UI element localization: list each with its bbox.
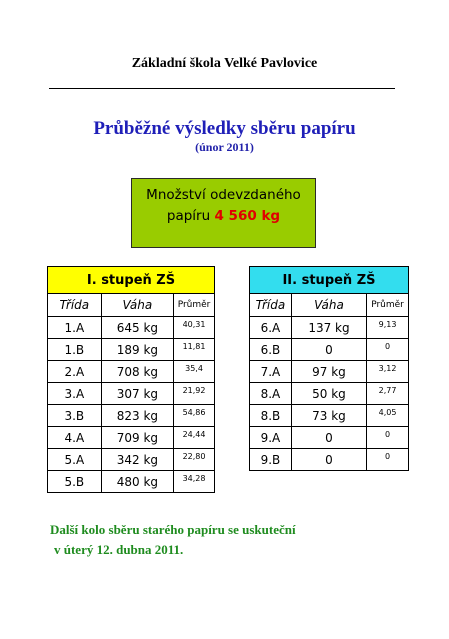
class-cell: 6.B	[250, 339, 292, 361]
average-cell: 2,77	[367, 383, 409, 405]
table-row	[250, 383, 409, 405]
page-title: Průběžné výsledky sběru papíru	[93, 118, 356, 139]
weight-cell: 189 kg	[101, 339, 173, 361]
school-name: Základní škola Velké Pavlovice	[131, 56, 318, 71]
total-amount-box	[131, 178, 316, 248]
weight-cell: 137 kg	[291, 317, 366, 339]
average-cell: 0	[367, 449, 409, 471]
notice-line1: Další kolo sběru starého papíru se uskuteční	[50, 522, 296, 537]
weight-cell: 823 kg	[101, 405, 173, 427]
table-row	[48, 317, 215, 339]
average-cell: 11,81	[174, 339, 215, 361]
table-row	[48, 339, 215, 361]
weight-cell: 645 kg	[101, 317, 173, 339]
table-heading-primary: I. stupeň ZŠ	[48, 267, 215, 294]
class-cell: 1.A	[48, 317, 102, 339]
page-subtitle: (únor 2011)	[195, 140, 254, 154]
table-row	[48, 405, 215, 427]
average-cell: 40,31	[174, 317, 215, 339]
weight-cell: 0	[291, 449, 366, 471]
table-row	[250, 361, 409, 383]
column-header-average: Průměr	[367, 294, 409, 317]
notice-line2: v úterý 12. dubna 2011.	[54, 542, 184, 557]
class-cell: 7.A	[250, 361, 292, 383]
table-row	[48, 471, 215, 493]
average-cell: 54,86	[174, 405, 215, 427]
weight-cell: 307 kg	[101, 383, 173, 405]
table-row	[250, 405, 409, 427]
average-cell: 22,80	[174, 449, 215, 471]
column-header-average: Průměr	[174, 294, 215, 317]
class-cell: 1.B	[48, 339, 102, 361]
table-heading-secondary: II. stupeň ZŠ	[250, 267, 409, 294]
weight-cell: 97 kg	[291, 361, 366, 383]
average-cell: 34,28	[174, 471, 215, 493]
table-row	[250, 317, 409, 339]
class-cell: 6.A	[250, 317, 292, 339]
column-header-class: Třída	[250, 294, 292, 317]
table-row	[250, 339, 409, 361]
weight-cell: 709 kg	[101, 427, 173, 449]
weight-cell: 0	[291, 427, 366, 449]
average-cell: 35,4	[174, 361, 215, 383]
total-label-line2	[132, 206, 315, 227]
class-cell: 5.B	[48, 471, 102, 493]
table-row	[48, 449, 215, 471]
weight-cell: 73 kg	[291, 405, 366, 427]
class-cell: 9.A	[250, 427, 292, 449]
class-cell: 3.B	[48, 405, 102, 427]
weight-cell: 480 kg	[101, 471, 173, 493]
table-row	[48, 361, 215, 383]
total-label-line1: Množství odevzdaného	[146, 187, 301, 203]
column-header-weight: Váha	[101, 294, 173, 317]
weight-cell: 708 kg	[101, 361, 173, 383]
results-table-secondary	[249, 266, 409, 471]
average-cell: 9,13	[367, 317, 409, 339]
table-row	[48, 427, 215, 449]
average-cell: 4,05	[367, 405, 409, 427]
average-cell: 0	[367, 339, 409, 361]
class-cell: 2.A	[48, 361, 102, 383]
total-label-prefix: papíru	[166, 208, 211, 224]
table-row	[250, 427, 409, 449]
class-cell: 5.A	[48, 449, 102, 471]
table-row	[250, 449, 409, 471]
average-cell: 3,12	[367, 361, 409, 383]
column-header-class: Třída	[48, 294, 102, 317]
class-cell: 4.A	[48, 427, 102, 449]
divider-line	[49, 88, 395, 89]
average-cell: 24,44	[174, 427, 215, 449]
class-cell: 3.A	[48, 383, 102, 405]
average-cell: 21,92	[174, 383, 215, 405]
weight-cell: 0	[291, 339, 366, 361]
class-cell: 9.B	[250, 449, 292, 471]
next-collection-notice	[50, 520, 296, 560]
column-header-weight: Váha	[291, 294, 366, 317]
results-table-primary	[47, 266, 215, 493]
table-row	[48, 383, 215, 405]
class-cell: 8.A	[250, 383, 292, 405]
total-value: 4 560 kg	[214, 208, 281, 224]
weight-cell: 342 kg	[101, 449, 173, 471]
average-cell: 0	[367, 427, 409, 449]
weight-cell: 50 kg	[291, 383, 366, 405]
class-cell: 8.B	[250, 405, 292, 427]
